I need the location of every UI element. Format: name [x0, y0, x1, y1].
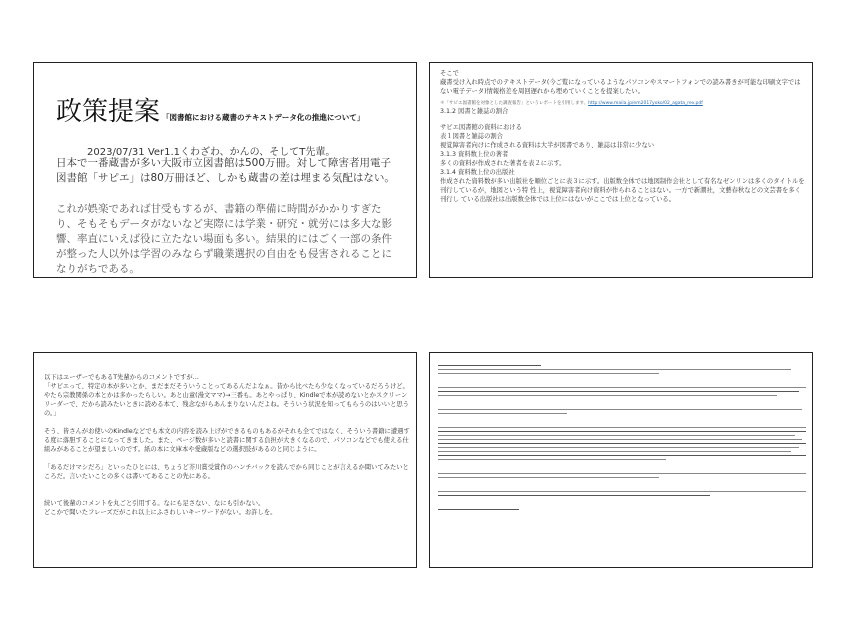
problem-paragraph: これが娯楽であれば甘受もするが、書籍の準備に時間がかかりすぎたり、そもそもデータがないなど実際には学業・研究・就労には多大な影響、率直にいえば役に立たない場面も多い。結果的にはごく一部の条件が整った人以外は学習のみならず職業選択の自由をも侵害されることになりがちである。 — [56, 203, 392, 275]
text-line: 作成された資料数が多い出版社を順位ごとに表３に示す。出版数全体では地図制作会社として有名なゼンリンは多くのタイトルを刊行しているが，地図という特 性上，視覚障害者向け資料が作られることはない。一方で新潮社，文藝春秋などの文芸書を多く刊行し ている出版社は出版数全体では上位にはないがここでは上位となっている。 — [440, 178, 805, 203]
title-row — [56, 91, 364, 128]
text-paragraph: そう、皆さんがお使いのKindleなどでも本文の内容を読み上げができるものもあるがそれも全てではなく、そういう書籍に遭遇する度に落胆することになってきました。また、ページ数が多いと読書に関する負担が大きくなるので、パソコンなどでも使える仕組みがあることが望ましいのです。紙の本に文庫本や愛蔵版などの選択肢があるのと同じように。 — [44, 428, 410, 453]
dense-text-block — [438, 365, 806, 513]
intro-paragraph: 日本で一番蔵書が多い大阪市立図書館は500万冊。対して障害者用電子図書館「サピエ」は80万冊ほど、しかも蔵書の差は埋まる気配はない。 — [56, 157, 395, 184]
text-line-mark — [438, 431, 806, 432]
text-line: サピエ図書館の資料における — [440, 124, 522, 131]
text-line-mark — [438, 451, 791, 452]
text-line: 多くの資料が作成された著者を表２に示す。 — [440, 160, 566, 167]
text-line-mark — [438, 459, 666, 460]
citation-line — [440, 100, 806, 107]
section-heading: 3.1.4 資料数上位の出版社 — [440, 169, 515, 176]
text-line-mark — [438, 509, 519, 510]
section-heading: 3.1.2 図書と雑誌の割合 — [440, 108, 509, 115]
text-line-mark — [438, 473, 806, 474]
text-line-mark — [438, 369, 791, 370]
citation-link[interactable]: http://www.maila.jp/em2017yoko/02_agata_rev.pdf — [588, 101, 703, 106]
text-line-mark — [438, 477, 659, 478]
text-line-mark — [438, 365, 541, 366]
slide-3-body — [44, 373, 412, 517]
slide-3[interactable] — [33, 352, 417, 568]
text-line: 以下はユーザーでもあるT先輩からのコメントですが… — [44, 374, 199, 381]
slide-4[interactable] — [429, 352, 813, 568]
slide-title: 政策提案 — [56, 97, 161, 127]
quote-paragraph: 「サピエって、特定の本が多いとか、まだまだそういうことってあるんだよなぁ。昔から比べたら少なくなっているだろうけど。やたら宗教関係の本とかは多かったらしい。あと山童(漫文ママ)→三番も。あとやっぱり、Kindleで本が読めないとかスクリーンリーダーで、だから読みたいときに読める本て、残念ながらあんまりないんだよね。そういう状況を知ってもらうのはいいと思うの。」 — [44, 383, 409, 417]
text-line-mark — [438, 391, 799, 392]
text-line-mark — [438, 409, 802, 410]
text-paragraph: 「あるだけマシだろ」といったひとには、ちょうど芥川賞受賞作のハンチバックを読んでから同じことが言えるか聞いてみたいところだ。言いたいことの多くは書いてあることの先にある。 — [44, 464, 409, 480]
text-line: 蔵書受け入れ時点でのテキストデータ(今ご覧になっているようなパソコンやスマートフォンでの読み書きが可能な印刷文字ではない電子データ)情報格差を周回遅れから埋めていくことを提案したい。 — [440, 79, 801, 95]
text-line-mark — [438, 439, 802, 440]
citation-text: ＊「サピエ図書館を対象とした調査報告」というレポートを引用します。 — [440, 101, 589, 106]
slide-2[interactable] — [429, 62, 813, 278]
text-line-mark — [438, 447, 799, 448]
slide-1[interactable] — [33, 62, 417, 278]
text-line-mark — [438, 395, 777, 396]
date-version-line: 2023/07/31 Ver1.1くわざわ、かんの、そしてT先輩。 — [87, 147, 336, 158]
text-line-mark — [438, 373, 659, 374]
text-line-mark — [438, 387, 806, 388]
text-line: そこで — [440, 70, 459, 77]
text-line: 視覚障害者向けに作成される資料は大半が図書であり、雑誌は非常に少ない — [440, 142, 655, 149]
text-line-mark — [438, 443, 806, 444]
text-line: 表１図書と雑誌の割合 — [440, 133, 503, 140]
text-line: どこかで聞いたフレーズだがこれ以上にふさわしいキーワードがない。お許しを。 — [44, 509, 277, 516]
text-line-mark — [438, 413, 567, 414]
slide-2-body — [440, 69, 806, 204]
text-line: 続いて後輩のコメントを丸ごと引用する。なにも足さない、なにも引かない。 — [44, 500, 265, 507]
text-line-mark — [438, 495, 710, 496]
text-line-mark — [438, 455, 806, 456]
text-line-mark — [438, 435, 795, 436]
slide-subtitle: 「図書館における蔵書のテキストデータ化の推進について」 — [162, 113, 365, 122]
text-line-mark — [438, 427, 806, 428]
section-heading: 3.1.3 資料数上位の著者 — [440, 151, 509, 158]
text-line-mark — [438, 491, 806, 492]
